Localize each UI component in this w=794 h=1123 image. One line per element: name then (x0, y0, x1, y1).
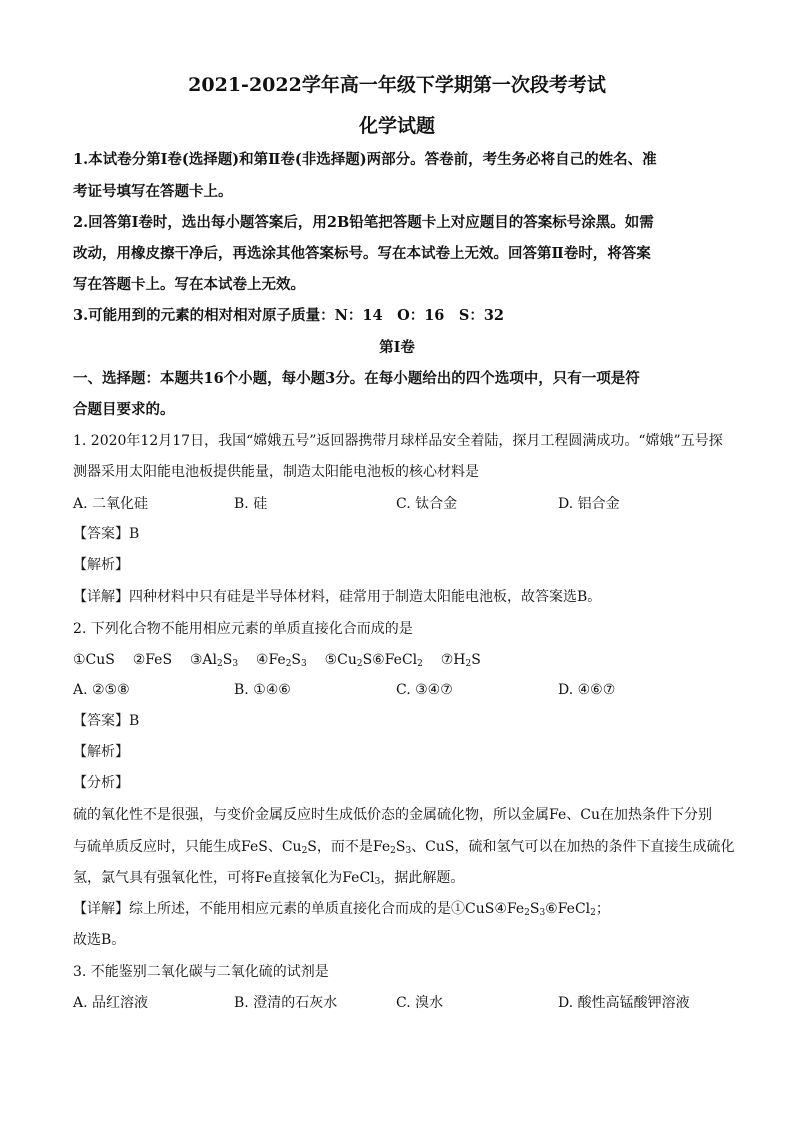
q1-analysis-label: 【解析】 (73, 557, 129, 573)
q1-detail: 【详解】四种材料中只有硅是半导体材料，硅常用于制造太阳能电池板，故答案选B。 (73, 589, 602, 605)
compound-3: $③Al_2S_3$ (189, 652, 239, 669)
q1-answer: 【答案】B (73, 526, 140, 542)
part-intro-line: 一、选择题：本题共16个小题，每小题3分。在每小题给出的四个选项中，只有一项是符 (73, 370, 640, 387)
q2-conclusion: 故选B。 (73, 932, 126, 948)
q2-detail: 【详解】综上所述，不能用相应元素的单质直接化合而成的是$①CuS④Fe_2S_3⑥FeCl_2$； (73, 901, 610, 918)
compound-7: $⑦H_2S$ (440, 652, 481, 669)
q2-compound-list (73, 650, 481, 670)
instruction-line: 改动，用橡皮擦干净后，再选涂其他答案标号。写在本试卷上无效。回答第Ⅱ卷时，将答案 (73, 245, 651, 262)
compound-2: ②FeS (132, 652, 173, 668)
q3-option-d: D. 酸性高锰酸钾溶液 (558, 995, 690, 1011)
section-title: 第Ⅰ卷 (379, 339, 415, 356)
instruction-line: 2.回答第Ⅰ卷时，选出每小题答案后，用2B铅笔把答题卡上对应题目的答案标号涂黑。如需 (73, 214, 654, 231)
q2-answer: 【答案】B (73, 713, 140, 729)
q1-option-c: C. 钛合金 (396, 496, 458, 512)
q1-stem-line: 1. 2020年12月17日，我国“嫦娥五号”返回器携带月球样品安全着陆，探月工程圆满成功。“嫦娥”五号探 (73, 433, 723, 449)
q3-stem: 3. 不能鉴别二氧化碳与二氧化硫的试剂是 (73, 964, 329, 980)
compound-1: ①CuS (73, 652, 115, 668)
instruction-line: 考证号填写在答题卡上。 (73, 183, 233, 200)
q2-fenxi-line: 与硫单质反应时，只能生成FeS、$Cu_2S$，而不是$Fe_2S_3$、CuS，硫和氢气可以在加热的条件下直接生成硫化 (73, 839, 735, 856)
q2-option-c: C. ③④⑦ (396, 682, 453, 698)
q1-option-d: D. 铝合金 (558, 496, 620, 512)
part-intro-line: 合题目要求的。 (73, 401, 175, 418)
compound-4: $④Fe_2S_3$ (255, 652, 307, 669)
q2-stem: 2. 下列化合物不能用相应元素的单质直接化合而成的是 (73, 621, 413, 637)
exam-title: 2021-2022学年高一年级下学期第一次段考考试 (188, 74, 606, 96)
q3-option-a: A. 品红溶液 (73, 995, 149, 1011)
instruction-line: 1.本试卷分第Ⅰ卷(选择题)和第Ⅱ卷(非选择题)两部分。答卷前，考生务必将自己的姓名、准 (73, 151, 657, 168)
q1-option-b: B. 硅 (234, 496, 268, 512)
q1-stem-line: 测器采用太阳能电池板提供能量，制造太阳能电池板的核心材料是 (73, 464, 479, 480)
q2-analysis-label: 【解析】 (73, 744, 129, 760)
instruction-line: 3.可能用到的元素的相对相对原子质量：N：14 O：16 S：32 (73, 307, 505, 324)
q3-option-b: B. 澄清的石灰水 (234, 995, 338, 1011)
q2-option-a: A. ②⑤⑧ (73, 682, 130, 698)
compound-6: ⑥FeCl$_2$ (372, 652, 423, 669)
q2-fenxi-label: 【分析】 (73, 775, 129, 791)
q2-fenxi-line: 硫的氧化性不是很强，与变价金属反应时生成低价态的金属硫化物，所以金属Fe、Cu在加热条件下分别 (73, 807, 712, 823)
q1-option-a: A. 二氧化硅 (73, 496, 149, 512)
q2-option-d: D. ④⑥⑦ (558, 682, 616, 698)
compound-5: $⑤Cu_2S$ (324, 652, 373, 669)
q3-option-c: C. 溴水 (396, 995, 444, 1011)
exam-subtitle: 化学试题 (358, 115, 435, 137)
instruction-line: 写在答题卡上。写在本试卷上无效。 (73, 276, 305, 293)
q2-option-b: B. ①④⑥ (234, 682, 291, 698)
q2-fenxi-line: 氢，氯气具有强氧化性，可将Fe直接氧化为FeCl$_3$，据此解题。 (73, 870, 465, 887)
